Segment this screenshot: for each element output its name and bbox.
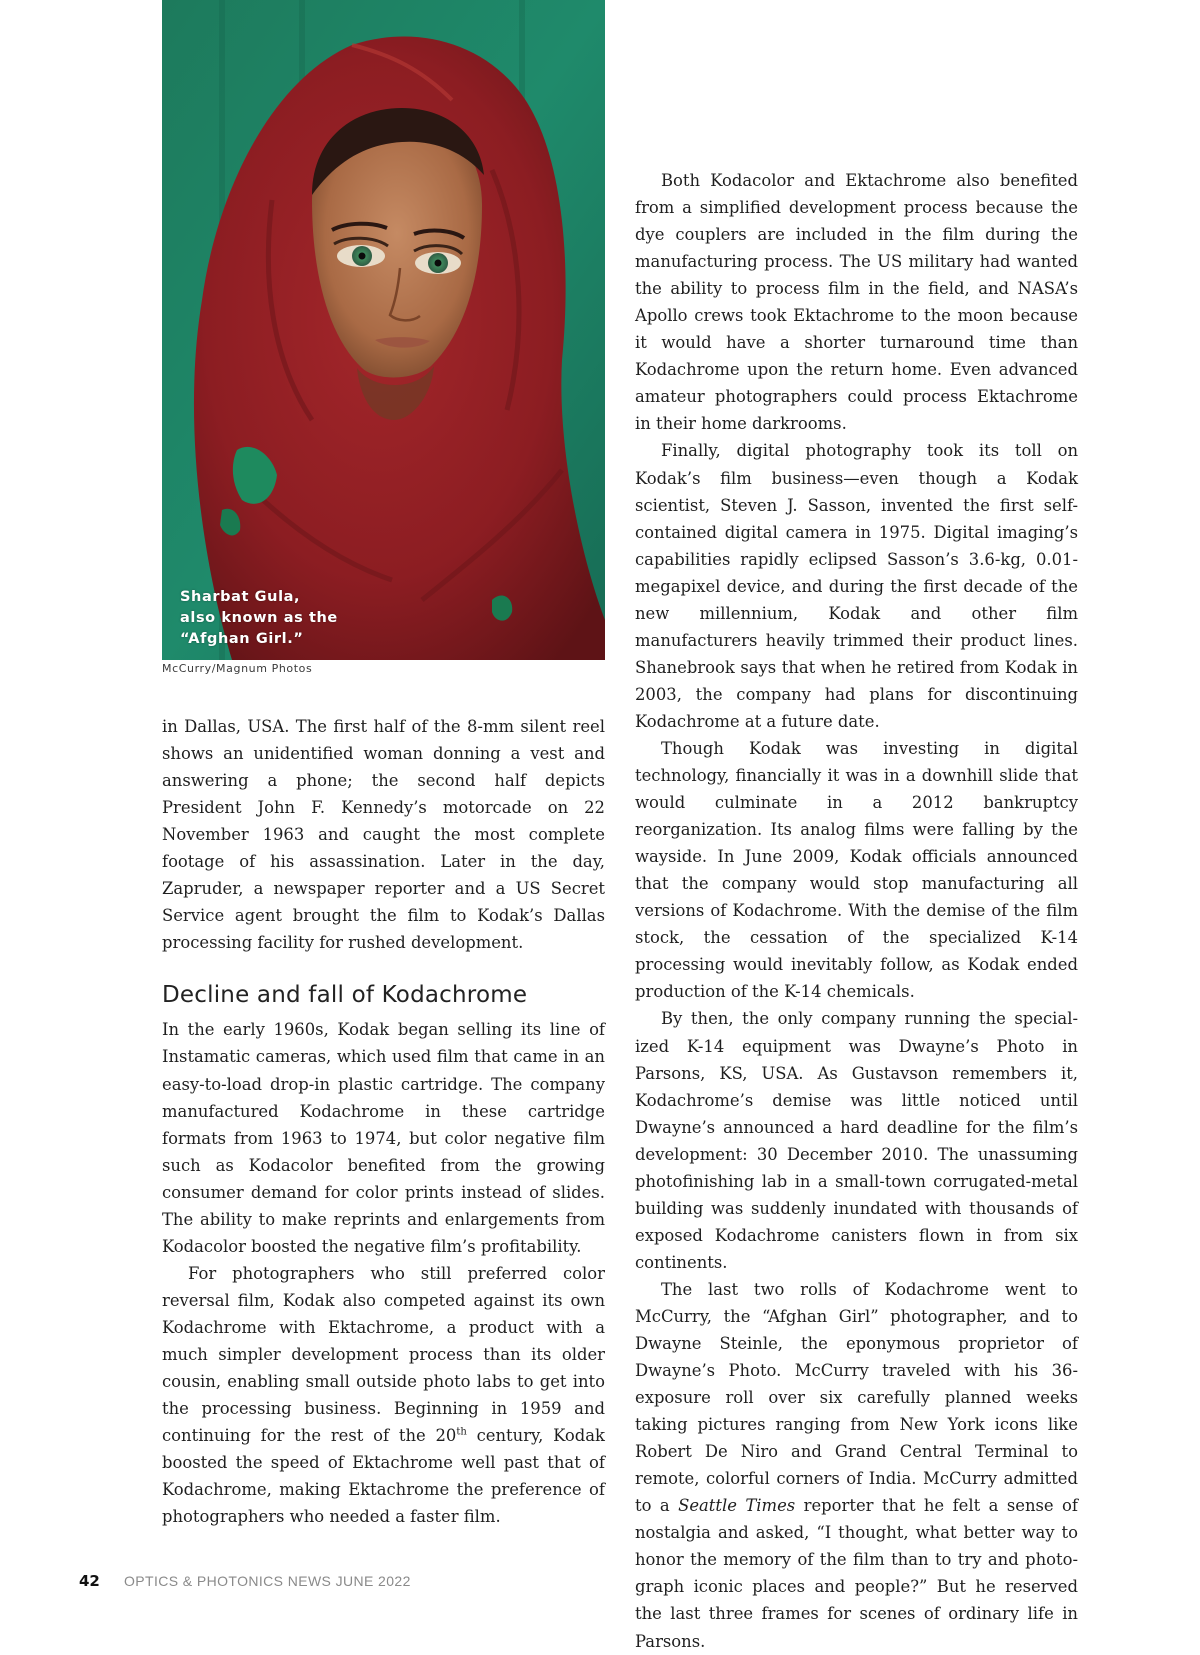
caption-line: Sharbat Gula, (180, 589, 301, 605)
section-heading: Decline and fall of Kodachrome (162, 982, 528, 1009)
paragraph-text: For photographers who still preferred color reversal film, Kodak also competed against its own Kodachrome with Ektachrome, a product with a much simpler development process than its older cousin, enabling small outside photo labs to get into the processing business. Beginning in 1959 and continuing for the rest of the 20 (162, 1263, 605, 1446)
paragraph: In the early 1960s, Kodak began selling its line of Instamatic cameras, which used film that came in an easy-to-load drop-in plastic cartridge. The company manufactured Kodachrome in these cartridge formats from 1963 to 1974, but color negative film such as Kodacolor benefited from the growing consumer demand for color prints instead of slides. The ability to make reprints and enlargements from Kodacolor boosted the negative film’s profitability. (162, 1020, 605, 1256)
paragraph: in Dallas, USA. The first half of the 8-mm silent reel shows an unidentified woman donning a vest and answering a phone; the second half depicts President John F. Kennedy’s motorcade on 22 November 1963 and caught the most complete footage of his assassination. Later in the day, Zapruder, a newspaper reporter and a US Secret Service agent brought the film to Kodak’s Dallas processing facility for rushed development. (162, 717, 605, 953)
photo-credit: McCurry/Magnum Photos (162, 662, 313, 675)
paragraph (635, 1276, 1078, 1655)
paragraph (162, 1260, 605, 1530)
caption-line: also known as the (180, 610, 338, 626)
paragraph-text: The last two rolls of Kodachrome went to McCurry, the “Afghan Girl” photographer, and to Dwayne Steinle, the eponymous proprietor of Dwayne’s Photo. McCurry traveled with his 36-exposure roll over six carefully planned weeks taking pictures ranging from New York icons like Robert De Niro and Grand Central Terminal to remote, colorful corners of India. McCurry admitted to a (635, 1279, 1078, 1516)
page-number: 42 (79, 1572, 100, 1590)
portrait-illustration (162, 0, 605, 660)
right-pupil (435, 260, 442, 267)
right-column (635, 167, 1078, 1655)
superscript: th (456, 1426, 467, 1438)
paragraph-text: century, Kodak boosted the speed of Ektachrome well past that of Kodachrome, making Ektachrome the preference of photographers who needed a faster film. (162, 1426, 605, 1527)
paragraph: Finally, digital photography took its toll on Kodak’s film business—even though a Kodak scientist, Steven J. Sasson, invented the first self-contained digital camera in 1975. Digital imaging’s capabilities rapidly eclipsed Sasson’s 3.6-kg, 0.01-megapixel device, and during the first decade of the new millennium, Kodak and other film manufacturers heavily trimmed their product lines. Shanebrook says that when he retired from Kodak in 2003, the company had plans for discontinuing Kodachrome at a future date. (635, 441, 1078, 731)
paragraph-text: reporter that he felt a sense of nostalgia and asked, “I thought, what better way to honor the memory of the film than to try and photograph iconic places and people?” But he reserved the last three frames for scenes of ordinary life in Parsons. (635, 1496, 1078, 1651)
running-footer: OPTICS & PHOTONICS NEWS JUNE 2022 (124, 1573, 411, 1589)
paragraph: By then, the only company running the specialized K-14 equipment was Dwayne’s Photo in Parsons, KS, USA. As Gustavson remembers it, Kodachrome’s demise was little noticed until Dwayne’s announced a hard deadline for the film’s development: 30 December 2010. The unassuming photofinishing lab in a small-town corrugated-metal building was suddenly inundated with thousands of exposed Kodachrome canisters flown in from six continents. (635, 1009, 1078, 1272)
photo-caption (180, 587, 338, 650)
afghan-girl-photo (162, 0, 605, 660)
paragraph: Though Kodak was investing in digital technology, financially it was in a downhill slide that would culminate in a 2012 bankruptcy reorganization. Its analog films were falling by the wayside. In June 2009, Kodak officials announced that the company would stop manufacturing all versions of Kodachrome. With the demise of the film stock, the cessation of the specialized K-14 processing would inevitably follow, as Kodak ended production of the K-14 chemicals. (635, 738, 1078, 1002)
italic-publication-name: Seattle Times (678, 1496, 796, 1516)
left-column (162, 713, 605, 1530)
left-pupil (359, 253, 366, 260)
caption-line: “Afghan Girl.” (180, 631, 304, 647)
paragraph: Both Kodacolor and Ektachrome also benefited from a simplified development process because the dye couplers are included in the film during the manufacturing process. The US military had wanted the ability to process film in the field, and NASA’s Apollo crews took Ektachrome to the moon because it would have a shorter turnaround time than Kodachrome upon the return home. Even advanced amateur photographers could process Ektachrome in their home darkrooms. (635, 171, 1078, 434)
